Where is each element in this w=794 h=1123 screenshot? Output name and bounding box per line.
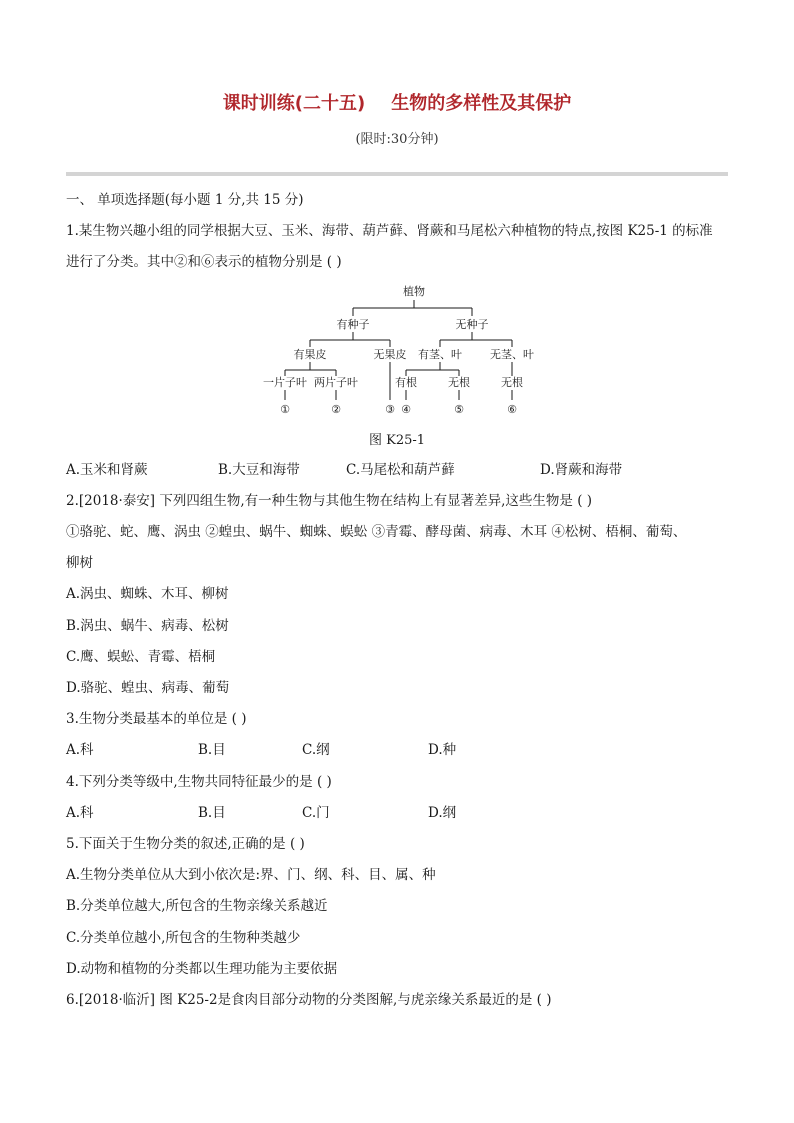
leaf-1: ①	[280, 403, 290, 416]
figure-caption: 图 K25-1	[368, 433, 426, 448]
node-without-roots-b: 无根	[501, 376, 523, 389]
q2-option-c: C.鹰、蜈蚣、青霉、梧桐	[66, 649, 216, 665]
time-limit: (限时:30分钟)	[355, 132, 439, 147]
leaf-3: ③	[385, 403, 395, 416]
q1-option-a: A.玉米和肾蕨	[66, 462, 148, 478]
section-heading: 一、 单项选择题(每小题 1 分,共 15 分)	[66, 192, 304, 208]
q3-option-d: D.种	[428, 742, 457, 758]
q2-line2: ①骆驼、蛇、鹰、涡虫 ②蝗虫、蜗牛、蜘蛛、蜈蚣 ③青霉、酵母菌、病毒、木耳 ④松树、梧桐、葡萄、	[66, 524, 687, 540]
q4-stem: 4.下列分类等级中,生物共同特征最少的是 ( )	[66, 774, 332, 790]
node-with-roots: 有根	[395, 376, 417, 389]
q3-option-c: C.纲	[302, 742, 330, 758]
node-one-cotyledon: 一片子叶	[263, 376, 307, 389]
node-without-stem-leaf: 无茎、叶	[490, 348, 534, 361]
q1-option-d: D.肾蕨和海带	[540, 462, 623, 478]
title-part2: 生物的多样性及其保护	[391, 93, 572, 114]
page-title	[0, 89, 794, 115]
q1-line2: 进行了分类。其中②和⑥表示的植物分别是 ( )	[66, 254, 342, 270]
q1-option-c: C.马尾松和葫芦藓	[346, 462, 455, 478]
q5-option-c: C.分类单位越小,所包含的生物种类越少	[66, 930, 301, 946]
node-without-pericarp: 无果皮	[373, 348, 407, 361]
q4-option-a: A.科	[66, 805, 94, 821]
q4-option-c: C.门	[302, 805, 330, 821]
q3-option-a: A.科	[66, 742, 94, 758]
node-two-cotyledons: 两片子叶	[314, 376, 358, 389]
q1-option-b: B.大豆和海带	[218, 462, 300, 478]
leaf-6: ⑥	[507, 403, 517, 416]
q5-option-d: D.动物和植物的分类都以生理功能为主要依据	[66, 961, 338, 977]
title-part1: 课时训练(二十五)	[222, 93, 366, 114]
q3-stem: 3.生物分类最基本的单位是 ( )	[66, 711, 247, 727]
q2-line3: 柳树	[66, 555, 93, 571]
classification-tree-diagram	[240, 280, 560, 420]
q2-option-d: D.骆驼、蝗虫、病毒、葡萄	[66, 680, 230, 696]
node-with-stem-leaf: 有茎、叶	[418, 348, 462, 361]
q2-option-a: A.涡虫、蜘蛛、木耳、柳树	[66, 586, 229, 602]
leaf-4: ④	[401, 403, 411, 416]
q1-line1: 1.某生物兴趣小组的同学根据大豆、玉米、海带、葫芦藓、肾蕨和马尾松六种植物的特点,按图 K25-1 的标准	[66, 223, 713, 239]
node-with-pericarp: 有果皮	[293, 348, 327, 361]
q5-option-a: A.生物分类单位从大到小依次是:界、门、纲、科、目、属、种	[66, 867, 436, 883]
node-without-roots-a: 无根	[448, 376, 470, 389]
q4-option-b: B.目	[198, 805, 226, 821]
node-root: 植物	[403, 285, 425, 298]
q2-line1: 2.[2018·泰安] 下列四组生物,有一种生物与其他生物在结构上有显著差异,这些生物是 ( )	[66, 493, 593, 509]
q5-stem: 5.下面关于生物分类的叙述,正确的是 ( )	[66, 836, 305, 852]
leaf-2: ②	[331, 403, 341, 416]
q6-stem: 6.[2018·临沂] 图 K25-2是食肉目部分动物的分类图解,与虎亲缘关系最近的是 ( )	[66, 992, 552, 1008]
q2-option-b: B.涡虫、蜗牛、病毒、松树	[66, 618, 229, 634]
node-with-seeds: 有种子	[336, 318, 370, 331]
q4-option-d: D.纲	[428, 805, 457, 821]
leaf-5: ⑤	[454, 403, 464, 416]
divider	[66, 172, 728, 176]
q3-option-b: B.目	[198, 742, 226, 758]
q5-option-b: B.分类单位越大,所包含的生物亲缘关系越近	[66, 898, 328, 914]
node-without-seeds: 无种子	[455, 318, 489, 331]
